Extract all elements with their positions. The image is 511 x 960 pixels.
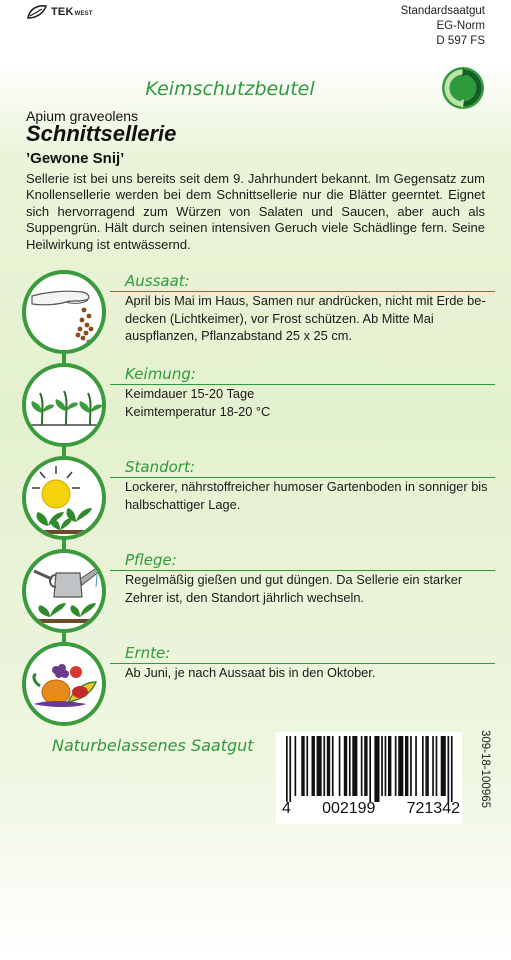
brand-suffix: WEST <box>74 11 93 17</box>
barcode-bar <box>361 736 363 796</box>
barcode-digit-group: 002199 <box>322 800 376 817</box>
blank-label-area <box>145 33 367 65</box>
barcode-bar <box>432 736 434 796</box>
section-title: Aussaat: <box>125 272 190 290</box>
plant-name: Schnittsellerie <box>26 121 177 146</box>
barcode-digits <box>282 800 460 818</box>
barcode-bar <box>415 736 417 796</box>
section-title: Keimung: <box>125 365 196 383</box>
variety-name: ’Gewone Snij’ <box>26 150 125 167</box>
latin-name: Apium graveolens <box>26 108 139 124</box>
section-standort <box>22 456 492 546</box>
barcode-bar <box>422 736 424 796</box>
section-text: Lockerer, nährstoffreicher humoser Gartenboden in sonniger bis halbschattiger Lage. <box>125 479 488 512</box>
barcode-bar <box>398 736 403 796</box>
standard-line-2: EG-Norm <box>436 20 485 32</box>
barcode-bar <box>344 736 347 796</box>
barcode-digit-group: 4 <box>282 800 291 817</box>
article-number-text: 309-18-100965 <box>479 730 491 809</box>
barcode-bar <box>374 736 379 802</box>
barcode-bar <box>436 736 438 796</box>
section-text: Regelmäßig gießen und gut düngen. Da Sellerie ein starker Zehrer ist, den Standort jährlich wechseln. <box>125 572 463 605</box>
barcode-bar <box>425 736 428 796</box>
barcode-bar <box>385 736 387 796</box>
barcode-bar <box>286 736 288 802</box>
barcode-bar <box>323 736 325 796</box>
seedlings-icon <box>22 363 106 447</box>
barcode-bar <box>327 736 330 796</box>
section-keimung <box>22 363 492 453</box>
barcode-bar <box>451 736 453 802</box>
barcode-bar <box>339 736 341 796</box>
barcode-bar <box>332 736 334 796</box>
tekwest-logo <box>26 4 93 20</box>
section-aussaat <box>22 270 492 360</box>
barcode-bar <box>306 736 308 796</box>
section-pflege <box>22 549 492 639</box>
plant-description: Sellerie ist bei uns bereits seit dem 9. Jahrhundert bekannt. Im Gegensatz zum Knollensellerie werden bei dem Schnittsellerie nur die Blätter geerntet. Eignet sich hervorragend zum Würzen von Salaten und Saucen, aber auch als Suppengrün. Hält durch seinen intensiven Geruch viele Schädlinge fern. Seine Heilwirkung ist entwässernd. <box>26 171 485 252</box>
article-number <box>477 730 491 830</box>
barcode-bar <box>388 736 391 796</box>
watering-can-icon <box>22 549 106 633</box>
barcode-bar <box>364 736 367 796</box>
barcode-bar <box>295 736 297 796</box>
standard-line-3: D 597 FS <box>436 35 485 47</box>
bag-type-title: Keimschutzbeutel <box>145 78 315 100</box>
barcode-digit-group: 721342 <box>406 800 460 817</box>
barcode-bar <box>448 736 450 802</box>
barcode-bar <box>289 736 291 802</box>
barcode-bar <box>369 736 371 802</box>
barcode-bar <box>395 736 397 796</box>
barcode-bar <box>410 736 412 796</box>
harvest-vegetables-icon <box>22 642 106 726</box>
section-title: Standort: <box>125 458 195 476</box>
barcode-bar <box>301 736 304 796</box>
section-ernte <box>22 642 492 732</box>
section-title: Pflege: <box>125 551 177 569</box>
green-dot-recycle-icon <box>441 66 485 110</box>
standard-line-1: Standardsaatgut <box>400 5 485 17</box>
barcode-bar <box>381 736 383 796</box>
leaf-logo-icon <box>26 4 48 20</box>
standard-info <box>401 4 485 49</box>
barcode-bar <box>441 736 446 796</box>
sun-plants-icon <box>22 456 106 540</box>
section-text: Keimdauer 15-20 Tage Keimtemperatur 18-20 °C <box>125 386 271 419</box>
brand-name: TEK <box>51 6 74 18</box>
natural-seed-label: Naturbelassenes Saatgut <box>52 736 254 755</box>
barcode-bar <box>405 736 408 796</box>
barcode-bar <box>317 736 322 796</box>
barcode-bar <box>352 736 357 796</box>
barcode-bar <box>349 736 351 796</box>
barcode-bars <box>276 732 462 802</box>
barcode-bar <box>312 736 315 796</box>
section-text: April bis Mai im Haus, Samen nur andrücken, nicht mit Erde bedecken (Lichtkeimer), vor Frost schützen. Ab Mitte Mai auspflanzen, Pflanzabstand 25 x 25 cm. <box>125 293 486 343</box>
section-text: Ab Juni, je nach Aussaat bis in den Oktober. <box>125 665 376 680</box>
sowing-hand-icon <box>22 270 106 354</box>
section-title: Ernte: <box>125 644 171 662</box>
